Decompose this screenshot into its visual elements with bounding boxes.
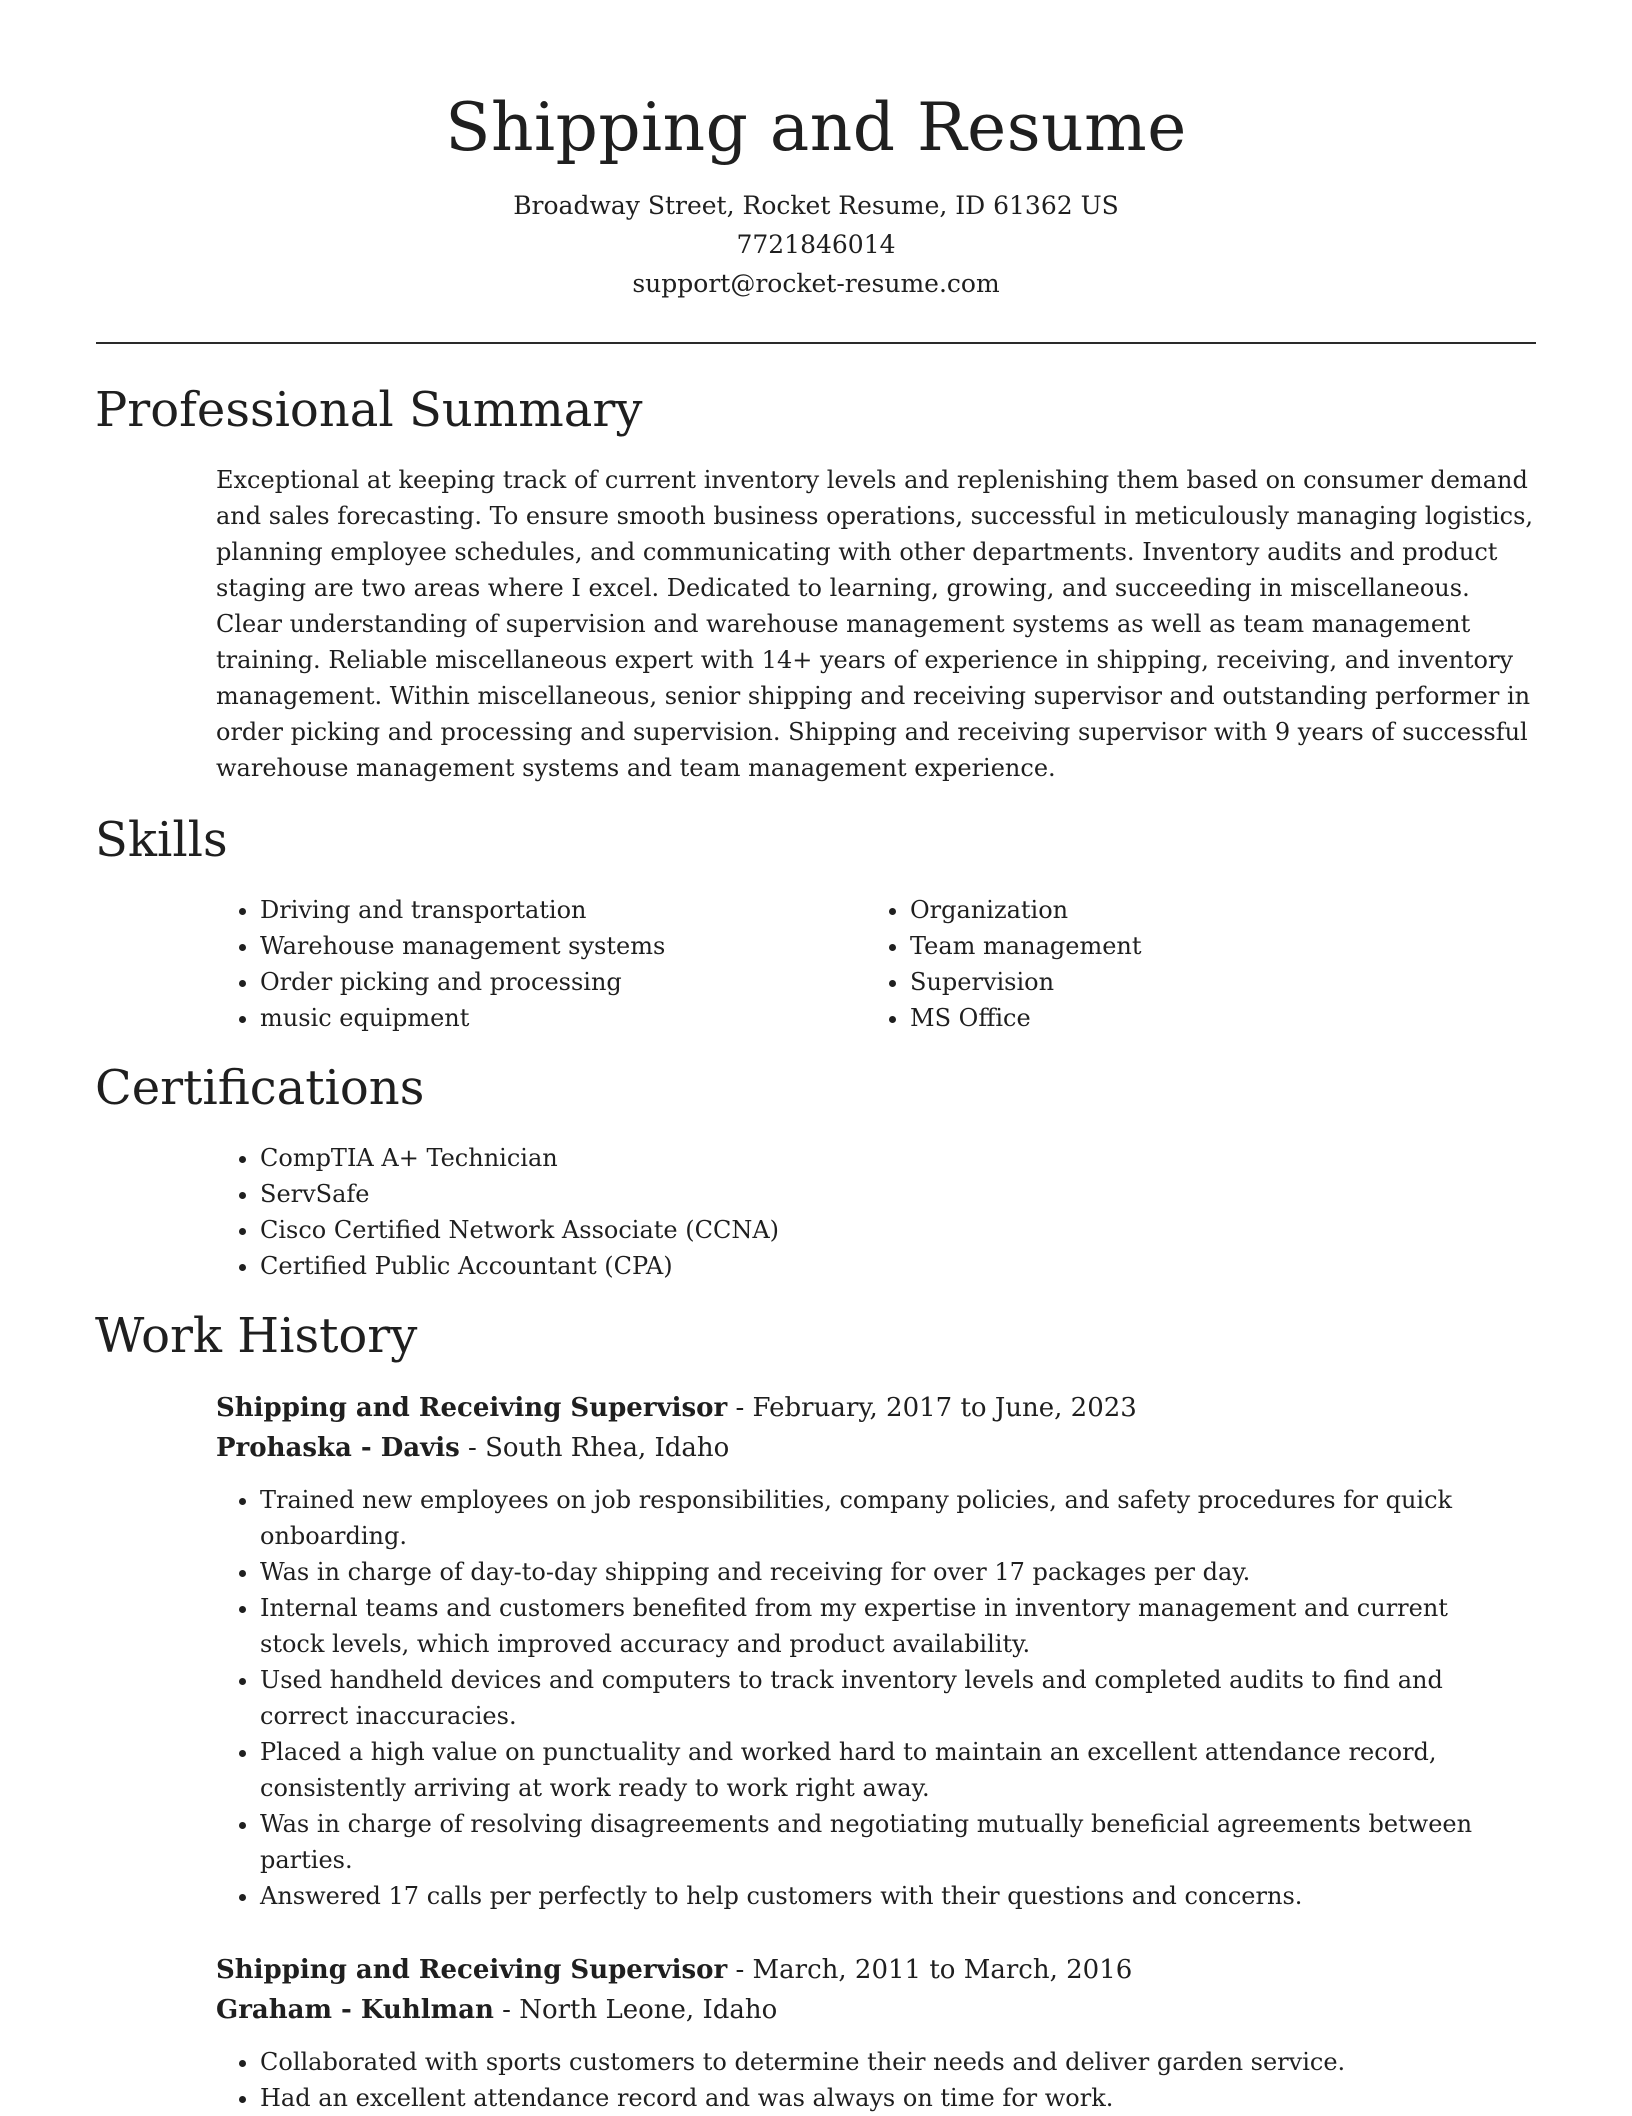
skills-list-left <box>216 892 856 1036</box>
job-duty-item: • Was in charge of day-to-day shipping and receiving for over 17 packages per day. <box>260 1554 1506 1590</box>
job-duty-item: • Internal teams and customers benefited from my expertise in inventory management and current stock levels, which improved accuracy and product availability. <box>260 1590 1506 1662</box>
certification-item: • Cisco Certified Network Associate (CCNA) <box>260 1212 1536 1248</box>
skill-item: • Driving and transportation <box>260 892 856 928</box>
job-duties-list <box>216 1482 1506 1914</box>
header-divider <box>96 342 1536 344</box>
job-duty-item: • Answered 17 calls per perfectly to help customers with their questions and concerns. <box>260 1878 1506 1914</box>
certifications-block <box>216 1140 1536 1284</box>
job-title-line: Shipping and Receiving Supervisor - March, 2011 to March, 2016 <box>216 1955 1133 1985</box>
job-dates: February, 2017 to June, 2023 <box>752 1393 1137 1423</box>
job-company: Prohaska - Davis <box>216 1433 460 1463</box>
skill-item: • Organization <box>910 892 1506 928</box>
job-duties <box>216 2044 1506 2116</box>
candidate-name: Shipping and Resume <box>445 89 1187 166</box>
job-employer-line: Prohaska - Davis - South Rhea, Idaho <box>216 1433 730 1463</box>
skill-item: • MS Office <box>910 1000 1506 1036</box>
phone-number: 7721846014 <box>736 230 896 259</box>
job-dates: March, 2011 to March, 2016 <box>752 1955 1133 1985</box>
job-duty-item: • Placed a high value on punctuality and worked hard to maintain an excellent attendance record, consistently arriving at work ready to work right away. <box>260 1734 1506 1806</box>
job-duty-item: • Used handheld devices and computers to track inventory levels and completed audits to find and correct inaccuracies. <box>260 1662 1506 1734</box>
job-title-line: Shipping and Receiving Supervisor - February, 2017 to June, 2023 <box>216 1393 1137 1423</box>
job-role: Shipping and Receiving Supervisor <box>216 1393 728 1423</box>
job-duties <box>216 1482 1506 1914</box>
summary-text: Exceptional at keeping track of current inventory levels and replenishing them based on consumer demand and sales forecasting. To ensure smooth business operations, successful in meticulously managing logistics, planning employee schedules, and communicating with other departments. Inventory audits and product staging are two areas where I excel. Dedicated to learning, growing, and succeeding in miscellaneous. Clear understanding of supervision and warehouse management systems as well as team management training. Reliable miscellaneous expert with 14+ years of experience in shipping, receiving, and inventory management. Within miscellaneous, senior shipping and receiving supervisor and outstanding performer in order picking and processing and supervision. Shipping and receiving supervisor with 9 years of successful warehouse management systems and team management experience. <box>216 466 1534 782</box>
email-address: support@rocket-resume.com <box>632 269 1000 298</box>
certification-item: • CompTIA A+ Technician <box>260 1140 1536 1176</box>
skills-column-right <box>866 892 1506 1036</box>
job-location: South Rhea, Idaho <box>485 1433 730 1463</box>
job-duty-item: • Was in charge of resolving disagreements and negotiating mutually beneficial agreements between parties. <box>260 1806 1506 1878</box>
address: Broadway Street, Rocket Resume, ID 61362 US <box>513 191 1119 220</box>
skill-item: • Team management <box>910 928 1506 964</box>
skills-list-right <box>866 892 1506 1036</box>
skills-column-left <box>216 892 856 1036</box>
skill-item: • Supervision <box>910 964 1506 1000</box>
job-duty-item: • Trained new employees on job responsibilities, company policies, and safety procedures for quick onboarding. <box>260 1482 1506 1554</box>
resume-header <box>0 0 1632 303</box>
job-location: North Leone, Idaho <box>519 1995 778 2025</box>
summary-heading: Professional Summary <box>95 382 643 438</box>
certification-item: • ServSafe <box>260 1176 1536 1212</box>
skill-item: • Order picking and processing <box>260 964 856 1000</box>
job-duty-item: • Collaborated with sports customers to determine their needs and deliver garden service. <box>260 2044 1506 2080</box>
job-role: Shipping and Receiving Supervisor <box>216 1955 728 1985</box>
job-duty-item: • Had an excellent attendance record and was always on time for work. <box>260 2080 1506 2116</box>
job-duties-list <box>216 2044 1506 2116</box>
job-employer-line: Graham - Kuhlman - North Leone, Idaho <box>216 1995 778 2025</box>
job-company: Graham - Kuhlman <box>216 1995 494 2025</box>
certification-item: • Certified Public Accountant (CPA) <box>260 1248 1536 1284</box>
job-header <box>216 1388 1536 1468</box>
job-header <box>216 1950 1536 2030</box>
contact-info <box>0 186 1632 303</box>
certifications-heading: Certifications <box>95 1060 425 1116</box>
work-history-heading: Work History <box>95 1308 418 1364</box>
certifications-list <box>216 1140 1536 1284</box>
skills-heading: Skills <box>95 812 228 868</box>
skill-item: • music equipment <box>260 1000 856 1036</box>
skill-item: • Warehouse management systems <box>260 928 856 964</box>
